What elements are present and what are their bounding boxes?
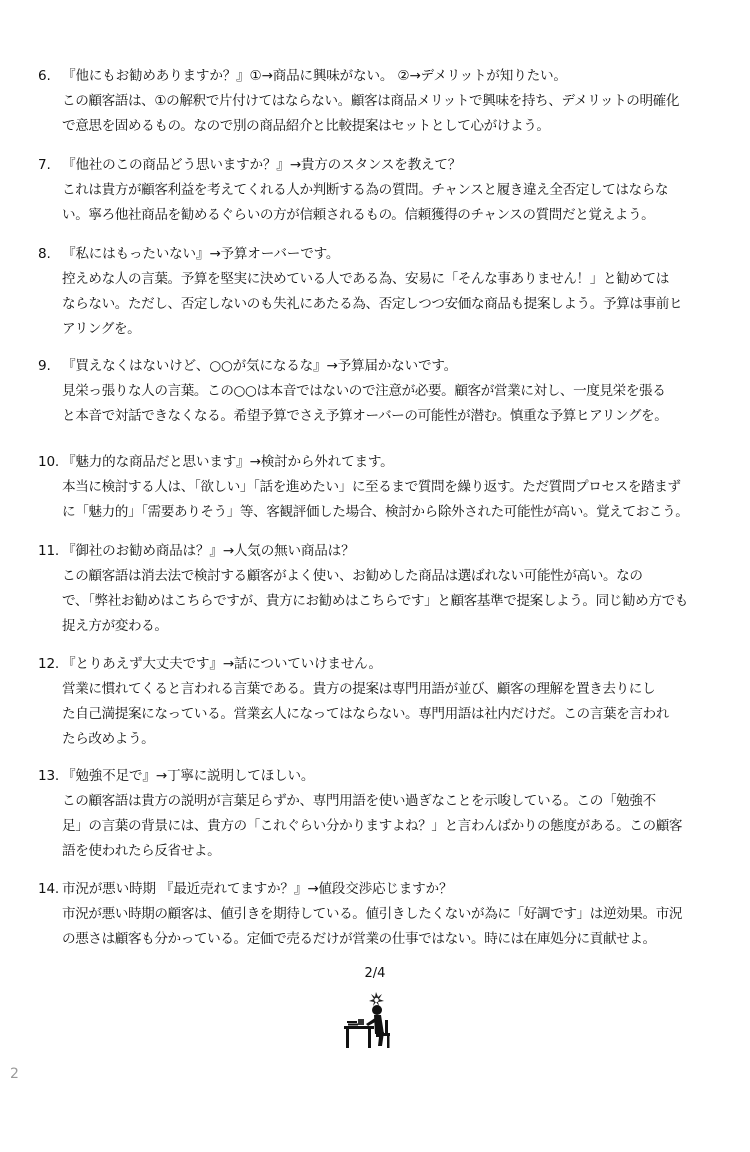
body-line: アリングを。 [62,321,141,337]
body-line: この顧客語は、①の解釈で片付けてはならない。顧客は商品メリットで興味を持ち、デメリットの明確化 [62,93,680,109]
body-line: これは貴方が顧客利益を考えてくれる人か判断する為の質問。チャンスと履き違え全否定してはならな [62,182,669,198]
body-line: 足」の言葉の背景には、貴方の「これぐらい分かりますよね？」と言わんばかりの態度がある。この顧客 [62,818,683,834]
item-body [38,178,728,228]
body-line: 見栄っ張りな人の言葉。この○○は本音ではないので注意が必要。顧客が営業に対し、一度見栄を張る [62,383,666,399]
list-item-10 [38,452,728,525]
item-title: 『魅力的な商品だと思います』→検討から外れてます。 [62,454,394,470]
body-line: で、「弊社お勧めはこちらですが、貴方にお勧めはこちらです」と顧客基準で提案しよう。同じ勧め方でも [62,593,688,609]
item-number: 9. [38,358,51,374]
item-title: 『私にはもったいない』→予算オーバーです。 [62,246,340,262]
list-item-7 [38,155,728,228]
body-line: い。寧ろ他社商品を勧めるぐらいの方が信頼されるもの。信頼獲得のチャンスの質問だと覚えよう。 [62,207,655,223]
item-title: 『他社のこの商品どう思いますか？』→貴方のスタンスを教えて？ [62,157,462,173]
item-number: 7. [38,157,51,173]
body-line: 市況が悪い時期の顧客は、値引きを期待している。値引きしたくないが為に「好調です」は逆効果。市況 [62,906,683,922]
item-body [38,902,728,952]
list-item-6 [38,66,728,139]
item-heading [38,244,728,264]
list-item-11 [38,541,728,639]
item-title: 『他にもお勧めありますか？』①→商品に興味がない。 ②→デメリットが知りたい。 [62,68,567,84]
item-number: 8. [38,246,51,262]
item-body [38,677,728,752]
body-line: 語を使われたら反省せよ。 [62,843,221,859]
body-line: で意思を固めるもの。なので別の商品紹介と比較提案はセットとして心がけよう。 [62,118,550,134]
body-line: の悪さは顧客も分かっている。定価で売るだけが営業の仕事ではない。時には在庫処分に貢献せよ。 [62,931,656,947]
item-body [38,89,728,139]
body-line: 営業に慣れてくると言われる言葉である。貴方の提案は専門用語が並び、顧客の理解を置き去りにし [62,681,656,697]
list-item-8 [38,244,728,342]
page-number: 2 [10,1066,19,1082]
body-line: この顧客語は消去法で検討する顧客がよく使い、お勧めした商品は選ばれない可能性が高い。なの [62,568,643,584]
item-heading [38,766,728,786]
item-body [38,475,728,525]
body-line: 本当に検討する人は、「欲しい」「話を進めたい」に至るまで質問を繰り返す。ただ質問プロセスを踏まず [62,479,681,495]
item-number: 10. [38,454,60,470]
item-heading [38,452,728,472]
item-body [38,267,728,342]
body-line: この顧客語は貴方の説明が言葉足らずか、専門用語を使い過ぎなことを示唆している。この「勉強不 [62,793,656,809]
item-heading [38,654,728,674]
item-heading [38,155,728,175]
item-body [38,564,728,639]
list-item-12 [38,654,728,752]
body-line: た自己満提案になっている。営業玄人になってはならない。専門用語は社内だけだ。この言葉を言われ [62,706,669,722]
body-line: に「魅力的」「需要ありそう」等、客観評価した場合、検討から除外された可能性が高い。覚えておこう。 [62,504,689,520]
item-heading [38,879,728,899]
list-item-9 [38,356,728,429]
item-heading [38,66,728,86]
item-number: 6. [38,68,51,84]
item-title: 『とりあえず大丈夫です』→話についていけません。 [62,656,382,672]
body-line: 控えめな人の言葉。予算を堅実に決めている人である為、安易に「そんな事ありません！」と勧めては [62,271,669,287]
item-body [38,789,728,864]
item-number: 13. [38,768,60,784]
item-number: 11. [38,543,60,559]
item-title: 『御社のお勧め商品は？』→人気の無い商品は？ [62,543,355,559]
list-item-14 [38,879,728,952]
item-heading [38,356,728,376]
item-title: 『買えなくはないけど、○○が気になるな』→予算届かないです。 [62,358,458,374]
list-item-13 [38,766,728,864]
item-title: 市況が悪い時期 『最近売れてますか？』→値段交渉応じますか？ [62,881,453,897]
item-title: 『勉強不足で』→丁寧に説明してほしい。 [62,768,315,784]
body-line: と本音で対話できなくなる。希望予算でさえ予算オーバーの可能性が潜む。慎重な予算ヒアリングを。 [62,408,668,424]
item-number: 14. [38,881,60,897]
item-number: 12. [38,656,60,672]
body-line: たら改めよう。 [62,731,155,747]
person-working-at-desk-icon [338,990,406,1050]
page-indicator: 2/4 [364,966,386,981]
body-line: 捉え方が変わる。 [62,618,168,634]
item-body [38,379,728,429]
body-line: ならない。ただし、否定しないのも失礼にあたる為、否定しつつ安価な商品も提案しよう。予算は事前ヒ [62,296,683,312]
item-heading [38,541,728,561]
